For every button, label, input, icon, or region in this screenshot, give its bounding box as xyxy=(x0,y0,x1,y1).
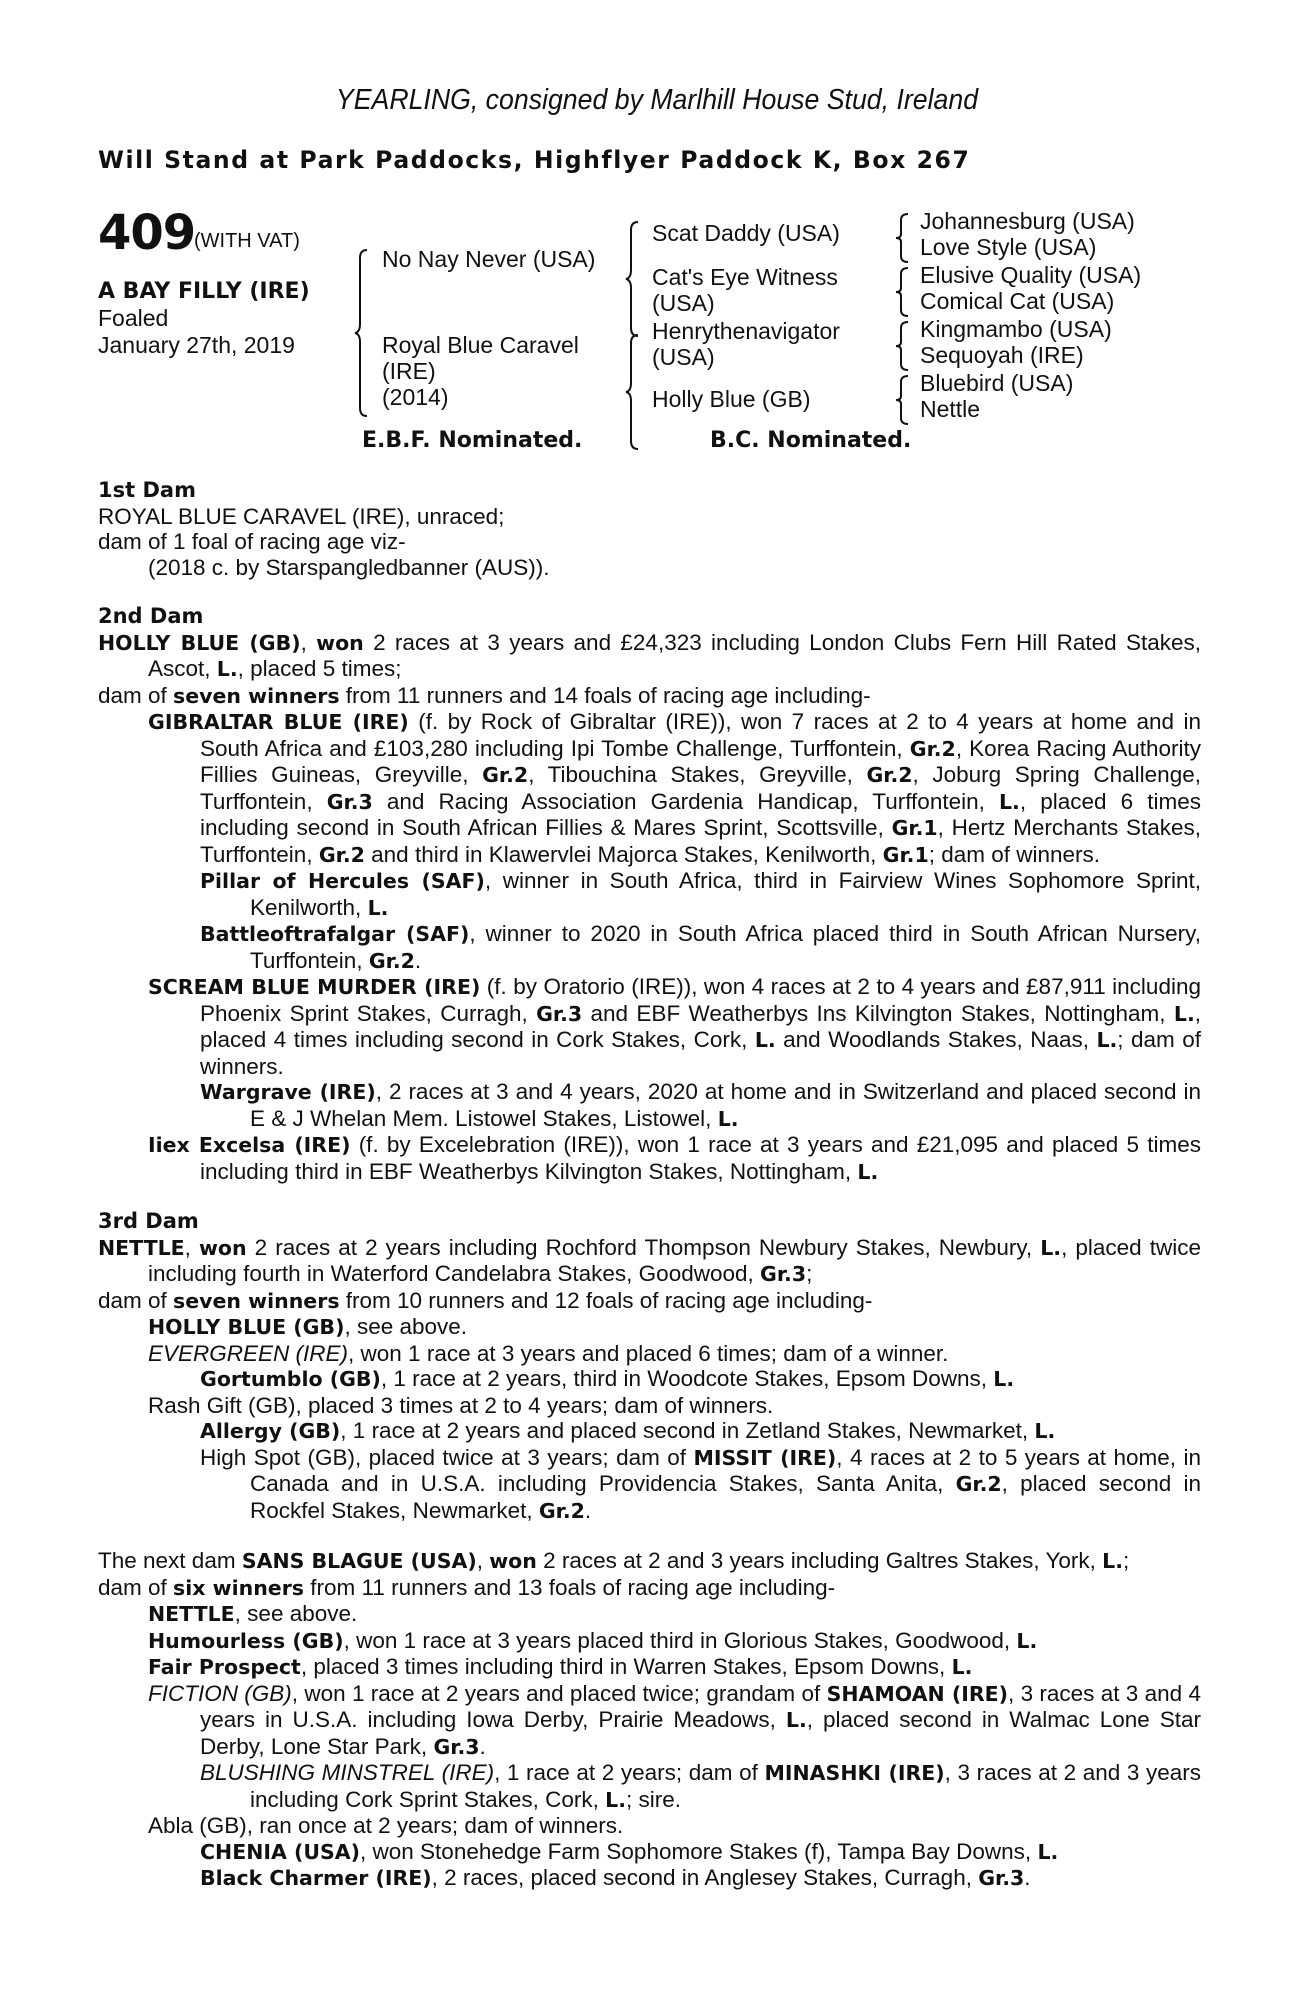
text: , Tibouchina Stakes, Greyville, xyxy=(528,762,867,787)
pedigree-line: Henrythenavigator xyxy=(652,318,840,344)
text: , winner to 2020 in South Africa placed third in South African Nursery, Turffontein, xyxy=(250,921,1201,973)
bold-text: Gr.2 xyxy=(368,948,415,973)
text: dam of 1 foal of racing age viz- xyxy=(98,529,406,554)
consignment-title: YEARLING, consigned by Marlhill House Stud, Ireland xyxy=(335,84,979,116)
pedigree-entry xyxy=(98,1760,1201,1813)
vat-note: (WITH VAT) xyxy=(194,230,300,252)
horse-name: A BAY FILLY (IRE) xyxy=(98,279,310,304)
pedigree-entry xyxy=(98,1839,1201,1866)
text: , placed 4 times including second in Cork Stakes, Cork, xyxy=(200,1000,1202,1052)
text: , placed second in Rockfel Stakes, Newmarket, xyxy=(250,1471,1202,1523)
text: . xyxy=(1024,1865,1031,1890)
bold-text: L. xyxy=(1102,1549,1124,1573)
text: , placed 3 times including third in Warren Stakes, Epsom Downs, xyxy=(300,1654,952,1679)
text: 2 races at 2 years including Rochford Thompson Newbury Stakes, Newbury, xyxy=(246,1234,1041,1260)
pedigree-line: (USA) xyxy=(652,344,715,370)
bold-text: seven winners xyxy=(173,683,340,708)
pedigree-entry xyxy=(98,1813,1201,1839)
bold-text: L. xyxy=(1016,1628,1038,1653)
text: , see above. xyxy=(344,1314,468,1339)
foaled-date: January 27th, 2019 xyxy=(98,332,295,358)
bold-text: Gr.2 xyxy=(909,736,956,761)
bold-text: seven winners xyxy=(173,1288,340,1313)
bold-text: L. xyxy=(1096,1028,1118,1052)
pedigree-entry xyxy=(98,1366,1201,1393)
text: The next dam xyxy=(98,1548,242,1573)
pedigree-ancestor: Kingmambo (USA) xyxy=(920,316,1112,342)
section-spacer xyxy=(98,580,1201,604)
bold-text: SHAMOAN (IRE) xyxy=(826,1681,1009,1706)
bold-text: Fair Prospect xyxy=(148,1655,301,1679)
text: . xyxy=(479,1733,486,1759)
text: , Hertz Merchants Stakes, Turffontein, xyxy=(200,815,1201,867)
italic-text: FICTION (GB) xyxy=(148,1680,292,1706)
pedigree-ancestor: Elusive Quality (USA) xyxy=(920,262,1142,288)
pedigree-entry xyxy=(98,683,1201,710)
bold-text: L. xyxy=(1034,1419,1056,1443)
section-heading: 1st Dam xyxy=(98,478,196,502)
pedigree-dam-sire xyxy=(652,318,840,370)
bold-text: Pillar of Hercules (SAF) xyxy=(200,869,485,893)
bold-text: L. xyxy=(1040,1235,1062,1260)
text: , winner in South Africa, third in Fairview Wines Sophomore Sprint, Kenilworth, xyxy=(250,868,1201,920)
bold-text: Wargrave (IRE) xyxy=(200,1080,376,1104)
bold-text: Gr.3 xyxy=(978,1866,1025,1890)
bold-text: Allergy (GB) xyxy=(200,1419,341,1443)
text: from 11 runners and 13 foals of racing age including- xyxy=(304,1574,836,1600)
bold-text: L. xyxy=(216,657,238,681)
pedigree-sire-dam xyxy=(652,264,838,316)
text: High Spot (GB), placed twice at 3 years; dam of xyxy=(200,1444,694,1470)
pedigree-entry xyxy=(98,1445,1201,1525)
foaled-label: Foaled xyxy=(98,305,169,331)
brace-icon xyxy=(896,266,910,318)
dam-section xyxy=(98,1548,1201,1892)
bold-text: Gr.3 xyxy=(760,1262,807,1286)
italic-text: EVERGREEN (IRE) xyxy=(148,1340,349,1366)
lot-number: 409 xyxy=(98,205,196,261)
section-spacer xyxy=(98,1185,1201,1209)
section-heading: 3rd Dam xyxy=(98,1209,199,1233)
bold-text: L. xyxy=(367,895,389,920)
pedigree-entry xyxy=(98,1288,1201,1315)
brace-icon xyxy=(896,212,910,264)
italic-text: BLUSHING MINSTREL (IRE) xyxy=(200,1760,495,1785)
pedigree-entry xyxy=(98,709,1201,868)
pedigree-entry xyxy=(98,555,1201,581)
text: , xyxy=(300,629,317,655)
brace-icon xyxy=(626,333,640,451)
text: , xyxy=(476,1548,490,1573)
bold-text: L. xyxy=(754,1028,776,1052)
text: 2 races at 2 and 3 years including Galtres Stakes, York, xyxy=(536,1548,1103,1573)
text: , won Stonehedge Farm Sophomore Stakes (f), Tampa Bay Downs, xyxy=(360,1838,1038,1864)
text: (2018 c. by Starspangledbanner (AUS)). xyxy=(148,554,550,580)
text: from 10 runners and 12 foals of racing age including- xyxy=(339,1287,873,1313)
bold-text: SANS BLAGUE (USA) xyxy=(241,1549,477,1573)
bold-text: L. xyxy=(1173,1001,1195,1026)
pedigree-entry xyxy=(98,1865,1201,1892)
text: , won 1 race at 2 years and placed twice; grandam of xyxy=(291,1680,827,1706)
bold-text: Iiex Excelsa (IRE) xyxy=(148,1133,351,1157)
text: and third in Klawervlei Majorca Stakes, Kenilworth, xyxy=(364,841,883,867)
pedigree-entry xyxy=(98,1681,1201,1761)
pedigree-ancestor: Johannesburg (USA) xyxy=(920,208,1135,234)
pedigree-entry xyxy=(98,921,1201,974)
bold-text: Gr.2 xyxy=(538,1498,585,1523)
text: , placed twice including fourth in Waterford Candelabra Stakes, Goodwood, xyxy=(148,1234,1201,1286)
pedigree-entry xyxy=(98,1601,1201,1628)
pedigree-entry xyxy=(98,1314,1201,1341)
pedigree-entry xyxy=(98,1079,1201,1132)
text: ; xyxy=(1123,1548,1130,1573)
pedigree-entry xyxy=(98,1341,1201,1367)
pedigree-dam-dam: Holly Blue (GB) xyxy=(652,386,811,412)
brace-icon xyxy=(896,320,910,372)
text: ; dam of winners. xyxy=(200,1027,1201,1079)
text: , xyxy=(184,1234,199,1260)
pedigree-entry xyxy=(98,974,1201,1079)
bold-text: MINASHKI (IRE) xyxy=(764,1761,945,1785)
bold-text: Gr.2 xyxy=(866,763,913,787)
text: ROYAL BLUE CARAVEL (IRE), unraced; xyxy=(98,503,505,529)
dam-section xyxy=(98,478,1201,580)
pedigree-ancestor: Nettle xyxy=(920,396,981,422)
text: , see above. xyxy=(234,1601,358,1626)
pedigree-entry xyxy=(98,1418,1201,1445)
bold-text: Humourless (GB) xyxy=(148,1628,344,1653)
bold-text: SCREAM BLUE MURDER (IRE) xyxy=(148,975,481,999)
text: 2 races at 3 years and £24,323 including London Clubs Fern Hill Rated Stakes, Ascot, xyxy=(148,629,1201,681)
pedigree-sire-sire: Scat Daddy (USA) xyxy=(652,220,840,246)
bold-text: L. xyxy=(717,1106,739,1131)
pedigree-ancestor: Love Style (USA) xyxy=(920,234,1097,260)
brace-icon xyxy=(896,374,910,426)
text: Rash Gift (GB), placed 3 times at 2 to 4 years; dam of winners. xyxy=(148,1392,774,1418)
bold-text: Gr.3 xyxy=(326,789,373,814)
dam-section xyxy=(98,1209,1201,1524)
text: , Korea Racing Authority Fillies Guineas, Greyville, xyxy=(200,735,1201,787)
text: , placed second in Walmac Lone Star Derby, Lone Star Park, xyxy=(200,1707,1202,1759)
bold-text: won xyxy=(198,1235,247,1260)
text: , 1 race at 2 years; dam of xyxy=(494,1760,765,1785)
text: ; xyxy=(806,1261,813,1286)
text: , 4 races at 2 to 5 years at home, in Canada and in U.S.A. including Providencia Stakes, Santa Anita, xyxy=(250,1444,1201,1496)
text: , won 1 race at 3 years placed third in Glorious Stakes, Goodwood, xyxy=(343,1627,1017,1653)
bold-text: L. xyxy=(605,1787,627,1812)
text: , 1 race at 2 years, third in Woodcote Stakes, Epsom Downs, xyxy=(380,1366,994,1391)
text: dam of xyxy=(98,682,174,708)
text: , 1 race at 2 years and placed second in Zetland Stakes, Newmarket, xyxy=(340,1418,1035,1443)
bold-text: L. xyxy=(993,1367,1015,1391)
text: and Woodlands Stakes, Naas, xyxy=(775,1027,1097,1052)
pedigree-entry xyxy=(98,868,1201,921)
pedigree-entry xyxy=(98,1628,1201,1655)
section-spacer xyxy=(98,1524,1201,1548)
pedigree-entry xyxy=(98,1393,1201,1419)
text: (f. by Oratorio (IRE)), won 4 races at 2 to 4 years and £87,911 including Phoenix Sprint Stakes, Curragh, xyxy=(200,974,1201,1026)
pedigree-ancestor: Bluebird (USA) xyxy=(920,370,1074,396)
text: , won 1 race at 3 years and placed 6 times; dam of a winner. xyxy=(348,1340,949,1366)
bold-text: GIBRALTAR BLUE (IRE) xyxy=(148,710,409,734)
text: , 2 races at 3 and 4 years, 2020 at home and in Switzerland and placed second in E & J Whelan Mem. Listowel Stakes, Listowel, xyxy=(250,1079,1201,1131)
pedigree-entry xyxy=(98,1654,1201,1681)
text: ; sire. xyxy=(626,1786,682,1812)
pedigree-entry xyxy=(98,1235,1201,1288)
bold-text: Gr.2 xyxy=(318,842,365,867)
pedigree-entry xyxy=(98,630,1201,683)
family-history xyxy=(98,478,1201,1892)
pedigree-line: (USA) xyxy=(652,290,715,316)
text: dam of xyxy=(98,1574,174,1600)
text: and EBF Weatherbys Ins Kilvington Stakes, Nottingham, xyxy=(582,1000,1174,1026)
brace-icon xyxy=(626,220,640,338)
dam-section xyxy=(98,604,1201,1185)
bold-text: won xyxy=(316,630,364,655)
bold-text: MISSIT (IRE) xyxy=(693,1445,837,1470)
bold-text: won xyxy=(489,1549,537,1573)
bc-nominated: B.C. Nominated. xyxy=(710,428,912,453)
pedigree-dam-line: Royal Blue Caravel xyxy=(382,332,579,358)
bold-text: Battleoftrafalgar (SAF) xyxy=(200,922,470,946)
section-heading: 2nd Dam xyxy=(98,604,204,628)
pedigree-entry xyxy=(98,1132,1201,1185)
bold-text: Gr.3 xyxy=(433,1734,480,1759)
bold-text: Gr.1 xyxy=(891,816,938,840)
text: Abla (GB), ran once at 2 years; dam of winners. xyxy=(148,1813,624,1838)
bold-text: HOLLY BLUE (GB) xyxy=(98,630,301,655)
bold-text: L. xyxy=(951,1655,973,1679)
text: and Racing Association Gardenia Handicap, Turffontein, xyxy=(372,788,999,814)
stand-location: Will Stand at Park Paddocks, Highflyer Paddock K, Box 267 xyxy=(98,146,971,174)
pedigree-entry xyxy=(98,1575,1201,1602)
bold-text: HOLLY BLUE (GB) xyxy=(148,1315,345,1339)
text: (f. by Excelebration (IRE)), won 1 race at 3 years and £21,095 and placed 5 times including third in EBF Weatherbys Kilvington Stakes, Nottingham, xyxy=(200,1132,1202,1184)
text: , 2 races, placed second in Anglesey Stakes, Curragh, xyxy=(431,1865,979,1890)
bold-text: L. xyxy=(857,1159,879,1184)
bold-text: Gr.2 xyxy=(482,763,529,787)
bold-text: Black Charmer (IRE) xyxy=(200,1866,432,1890)
text: ; dam of winners. xyxy=(928,841,1101,867)
text: from 11 runners and 14 foals of racing age including- xyxy=(339,682,871,708)
pedigree-dam-line: (IRE) xyxy=(382,358,436,384)
pedigree-ancestor: Sequoyah (IRE) xyxy=(920,342,1084,368)
pedigree-line: Cat's Eye Witness xyxy=(652,264,838,290)
bold-text: Gr.2 xyxy=(955,1472,1002,1496)
pedigree-dam-year: (2014) xyxy=(382,384,449,410)
bold-text: Gortumblo (GB) xyxy=(200,1367,381,1391)
bold-text: NETTLE xyxy=(98,1235,185,1260)
ebf-nominated: E.B.F. Nominated. xyxy=(362,428,583,453)
text: , 3 races at 3 and 4 years in U.S.A. including Iowa Derby, Prairie Meadows, xyxy=(200,1680,1201,1732)
pedigree-entry xyxy=(98,1548,1201,1575)
pedigree-entry xyxy=(98,529,1201,555)
pedigree-ancestor: Comical Cat (USA) xyxy=(920,288,1115,314)
bold-text: Gr.1 xyxy=(882,842,929,867)
text: , placed 5 times; xyxy=(237,656,402,681)
pedigree-entry xyxy=(98,504,1201,530)
pedigree-gen3 xyxy=(920,208,1141,422)
text: , Joburg Spring Challenge, Turffontein, xyxy=(200,762,1201,814)
bold-text: Gr.3 xyxy=(536,1001,583,1026)
bold-text: NETTLE xyxy=(148,1602,235,1626)
text: , placed 6 times including second in South African Fillies & Mares Sprint, Scottsville, xyxy=(200,788,1201,840)
text: . xyxy=(584,1497,592,1523)
text: , 3 races at 2 and 3 years including Cork Sprint Stakes, Cork, xyxy=(250,1760,1201,1812)
bold-text: L. xyxy=(1037,1839,1059,1864)
brace-icon xyxy=(355,248,369,418)
bold-text: CHENIA (USA) xyxy=(200,1839,361,1864)
pedigree-sire: No Nay Never (USA) xyxy=(382,246,596,272)
bold-text: L. xyxy=(998,789,1020,814)
text: dam of xyxy=(98,1287,174,1313)
bold-text: L. xyxy=(785,1708,807,1732)
text: (f. by Rock of Gibraltar (IRE)), won 7 races at 2 to 4 years at home and in South Africa and £103,280 including Ipi Tombe Challenge, Turffontein, xyxy=(200,709,1201,761)
pedigree-dam xyxy=(382,332,579,410)
text: . xyxy=(414,947,422,973)
bold-text: six winners xyxy=(173,1575,305,1600)
